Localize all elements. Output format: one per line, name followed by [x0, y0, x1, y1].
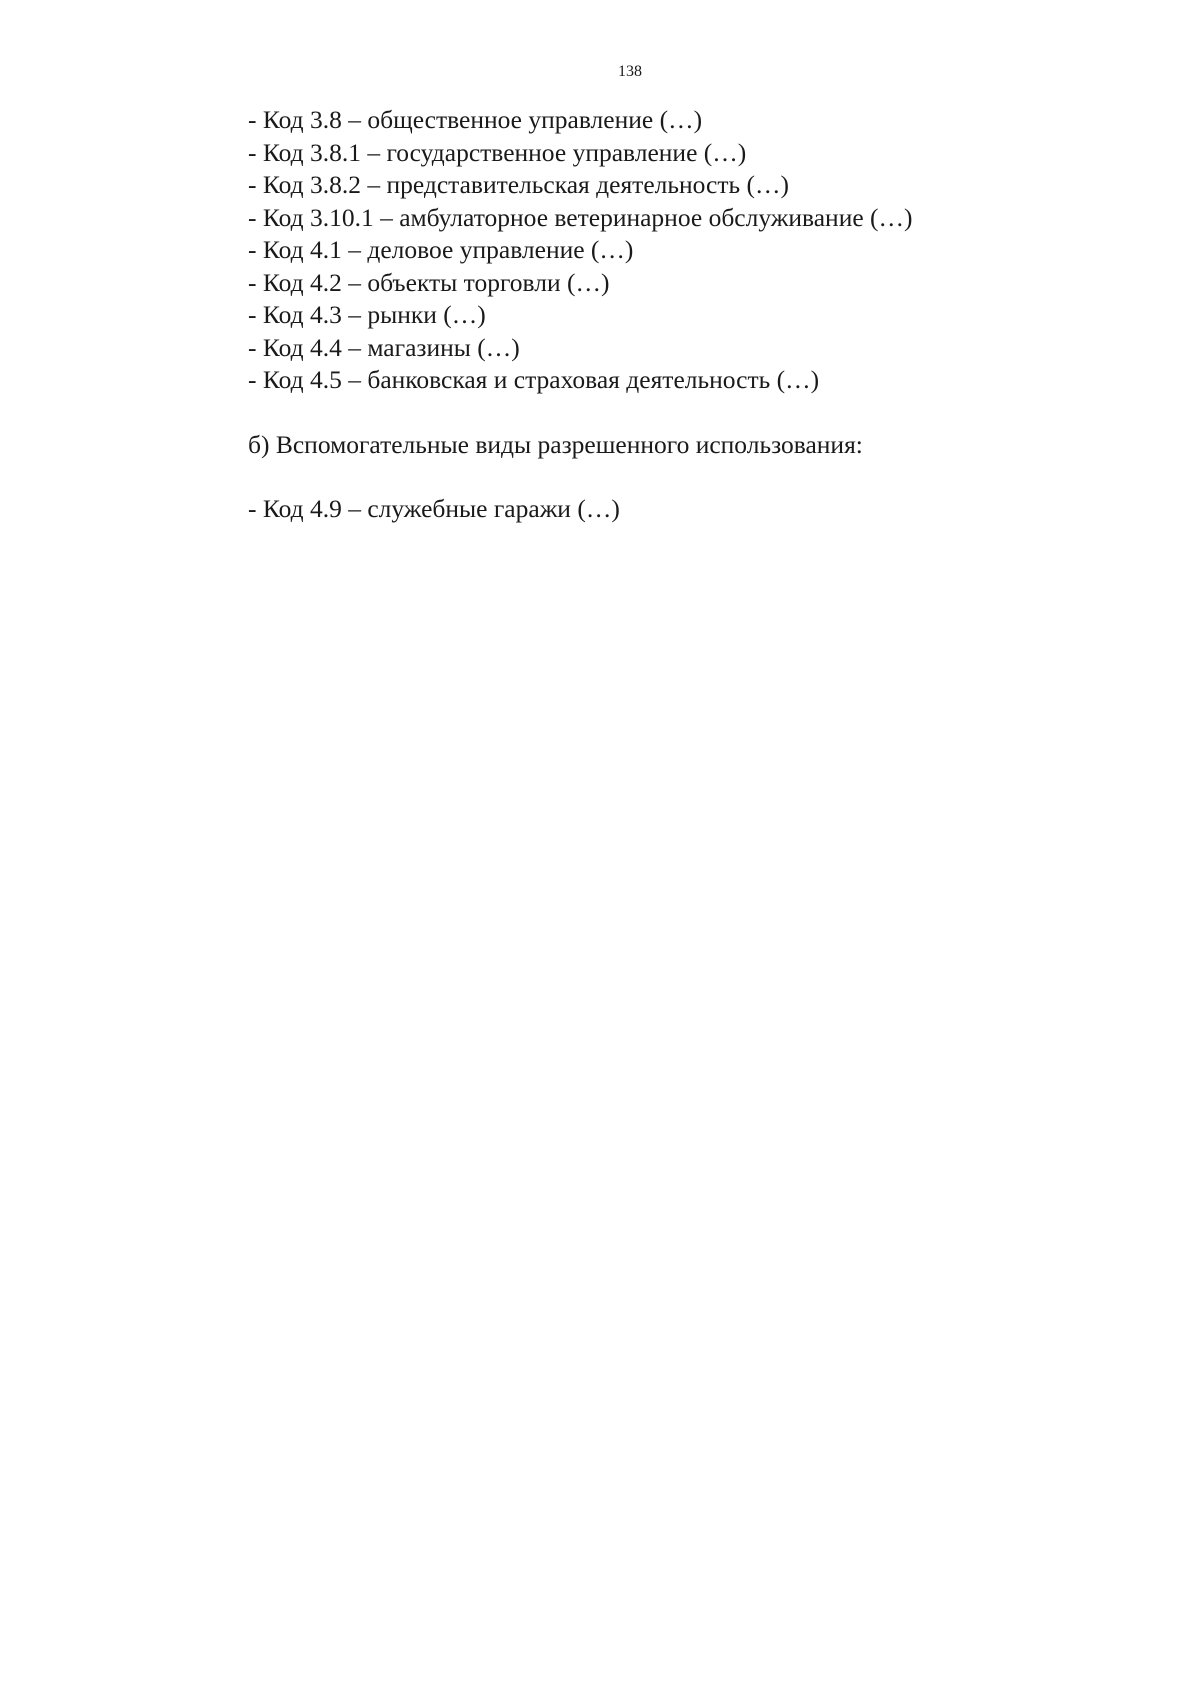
paragraph-code-4-9: - Код 4.9 – служебные гаражи (…)	[248, 494, 620, 523]
paragraph-code-4-1: - Код 4.1 – деловое управление (…)	[248, 235, 634, 264]
paragraph-code-3-8-1: - Код 3.8.1 – государственное управление (…)	[248, 137, 747, 167]
paragraph-code-4-2: - Код 4.2 – объекты торговли (…)	[248, 267, 610, 297]
paragraph-code-4-3: - Код 4.3 – рынки (…)	[248, 300, 486, 329]
paragraph-code-3-10-1: - Код 3.10.1 – амбулаторное ветеринарное обслуживание (…)	[248, 202, 913, 232]
paragraph-code-4-4: - Код 4.4 – магазины (…)	[248, 332, 520, 362]
section-heading-auxiliary-uses: б) Вспомогательные виды разрешенного использования:	[248, 429, 863, 459]
paragraph-code-3-8: - Код 3.8 – общественное управление (…)	[248, 105, 703, 134]
page-number: 138	[618, 63, 642, 80]
paragraph-code-3-8-2: - Код 3.8.2 – представительская деятельность (…)	[248, 170, 789, 199]
paragraph-code-4-5: - Код 4.5 – банковская и страховая деятельность (…)	[248, 365, 820, 394]
